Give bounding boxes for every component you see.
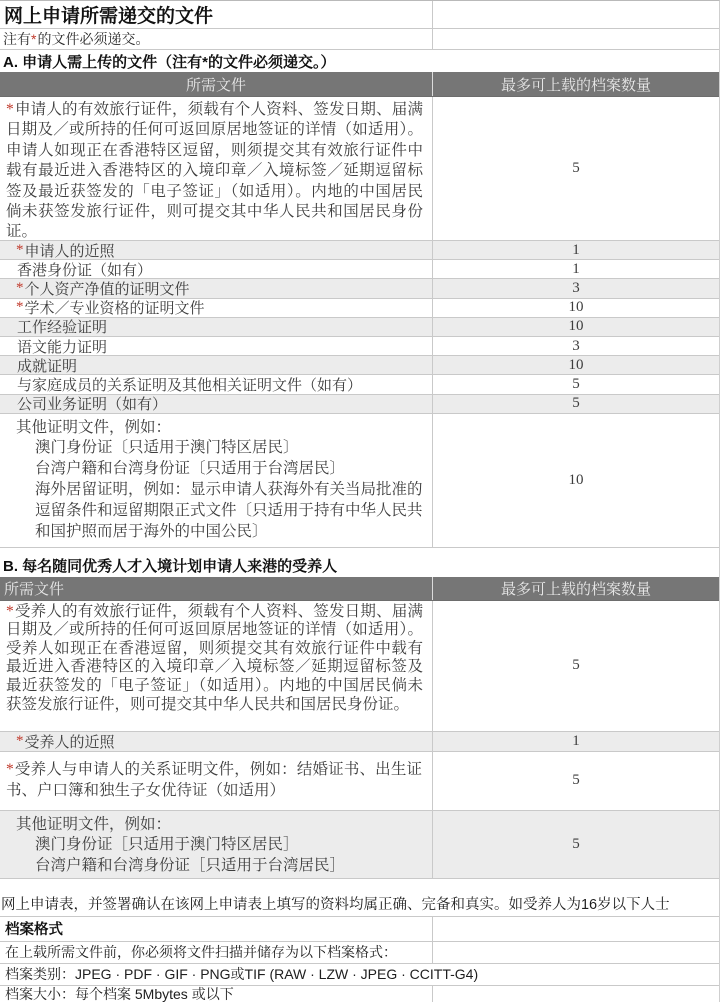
table-row <box>0 97 719 241</box>
sub-item: 台湾户籍和台湾身份证［只适用于台湾居民］ <box>35 857 346 875</box>
note-row <box>0 29 719 50</box>
table-row <box>0 395 719 414</box>
document-cell: 与家庭成员的关系证明及其他相关证明文件（如有） <box>0 375 433 393</box>
table-row <box>0 356 719 375</box>
title-row-empty-cell <box>433 1 719 28</box>
section-a-column-header <box>0 72 719 97</box>
format-row-empty-cell <box>433 917 719 941</box>
table-row <box>0 811 719 879</box>
max-count-cell: 5 <box>572 375 580 392</box>
file-format-types: 档案类别：JPEG · PDF · GIF · PNG或TIF (RAW · LZW · JPEG · CCITT-G4) <box>0 964 719 986</box>
max-count-cell: 5 <box>572 835 580 852</box>
document-cell: * 受养人的近照 <box>0 732 433 751</box>
sub-item: 澳门身份证〔只适用于澳门特区居民〕 <box>35 439 299 457</box>
required-star: * <box>31 31 37 47</box>
table-row <box>0 318 719 337</box>
document-cell <box>0 414 433 547</box>
mandatory-note: 注有 * 的文件必须递交。 <box>0 29 433 49</box>
section-b-heading: B. 每名随同优秀人才入境计划申请人来港的受养人 <box>0 554 719 577</box>
sub-item: 海外居留证明，例如：显示申请人获海外有关当局批准的逗留条件和逗留期限正式文件〔只适用于持有中华人民共和国护照而居于海外的中国公民〕 <box>35 481 423 540</box>
table-row <box>0 601 719 732</box>
required-star: * <box>16 732 24 749</box>
max-count-cell: 10 <box>568 318 584 335</box>
format-row-empty-cell <box>433 942 719 963</box>
max-count-cell: 10 <box>568 356 584 373</box>
required-star: * <box>16 241 24 258</box>
document-cell: * 学术／专业资格的证明文件 <box>0 299 433 317</box>
max-count-cell: 5 <box>572 160 580 176</box>
table-row <box>0 337 719 356</box>
required-star: * <box>6 761 14 779</box>
column-header-documents: 所需文件 <box>0 72 433 96</box>
table-row <box>0 279 719 298</box>
declaration-text: 网上申请表，并签署确认在该网上申请表上填写的资料均属正确、完备和真实。如受养人为16岁以下人士 <box>0 892 719 917</box>
list-lead: 其他证明文件，例如： <box>16 815 172 833</box>
page-title: 网上申请所需递交的文件 <box>0 1 433 28</box>
max-count-cell: 1 <box>572 241 580 258</box>
max-count-cell: 3 <box>572 337 580 354</box>
section-b-column-header <box>0 577 719 601</box>
sub-item: 台湾户籍和台湾身份证〔只适用于台湾居民〕 <box>35 460 346 478</box>
required-star: * <box>16 279 24 296</box>
table-row <box>0 299 719 318</box>
max-count-cell: 1 <box>572 732 580 749</box>
max-count-cell: 5 <box>572 657 580 674</box>
column-header-max-files: 最多可上载的档案数量 <box>500 581 651 598</box>
table-row <box>0 414 719 548</box>
table-row <box>0 241 719 260</box>
document-cell <box>0 811 433 878</box>
note-row-empty-cell <box>433 29 719 49</box>
document-cell: 香港身份证（如有） <box>0 260 433 278</box>
table-row <box>0 260 719 279</box>
section-spacer <box>0 879 719 892</box>
document-cell: *受养人与申请人的关系证明文件，例如：结婚证书、出生证书、户口簿和独生子女优待证（如适用） <box>0 752 433 810</box>
document-cell: *受养人的有效旅行证件，须载有个人资料、签发日期、届满日期及／或所持的任何可返回原居地签证的详情（如适用）。受养人如现正在香港逗留，则须提交其有效旅行证件中载有最近进入香港特区的入境印章／入境标签／延期逗留标签及最近获签发的「电子签证」（如适用）。内地的中国居民倘未获签发旅行证件，则可提交其中华人民共和国居民身份证。 <box>0 601 433 731</box>
document-cell: 成就证明 <box>0 356 433 374</box>
column-header-max-files: 最多可上载的档案数量 <box>500 77 651 94</box>
file-format-size-row <box>0 986 719 1002</box>
document-cell: 工作经验证明 <box>0 318 433 336</box>
required-star: * <box>6 101 14 118</box>
document-cell: 语文能力证明 <box>0 337 433 355</box>
max-count-cell: 10 <box>568 471 584 488</box>
table-row <box>0 732 719 752</box>
file-format-heading-row <box>0 917 719 942</box>
file-format-intro: 在上载所需文件前，你必须将文件扫描并储存为以下档案格式： <box>0 942 433 963</box>
format-row-empty-cell <box>433 986 719 1002</box>
table-row <box>0 752 719 811</box>
sub-item: 澳门身份证［只适用于澳门特区居民］ <box>35 836 299 854</box>
max-count-cell: 5 <box>572 772 580 789</box>
max-count-cell: 3 <box>572 279 580 296</box>
title-row <box>0 1 719 29</box>
document-cell: *申请人的有效旅行证件，须载有个人资料、签发日期、届满日期及／或所持的任何可返回原居地签证的详情（如适用）。申请人如现正在香港特区逗留，则须提交其有效旅行证件中载有最近进入香港特区的入境印章／入境标签／延期逗留标签及最近获签发的「电子签证」（如适用）。内地的中国居民倘未获签发旅行证件，则可提交其中华人民共和国居民身份证。 <box>0 97 433 240</box>
max-count-cell: 10 <box>568 299 584 316</box>
document-cell: 公司业务证明（如有） <box>0 395 433 413</box>
file-format-size: 档案大小：每个档案 5Mbytes 或以下 <box>0 986 433 1002</box>
section-a-heading: A. 申请人需上传的文件（注有*的文件必须递交。） <box>0 50 719 72</box>
required-star: * <box>6 602 14 620</box>
table-row <box>0 375 719 394</box>
file-format-intro-row <box>0 942 719 964</box>
required-star: * <box>16 299 24 316</box>
column-header-documents: 所需文件 <box>0 577 433 600</box>
list-lead: 其他证明文件，例如： <box>16 418 172 436</box>
document-cell: * 个人资产净值的证明文件 <box>0 279 433 297</box>
max-count-cell: 1 <box>572 260 580 277</box>
document-cell: * 申请人的近照 <box>0 241 433 259</box>
max-count-cell: 5 <box>572 395 580 412</box>
file-format-heading: 档案格式 <box>0 917 433 941</box>
